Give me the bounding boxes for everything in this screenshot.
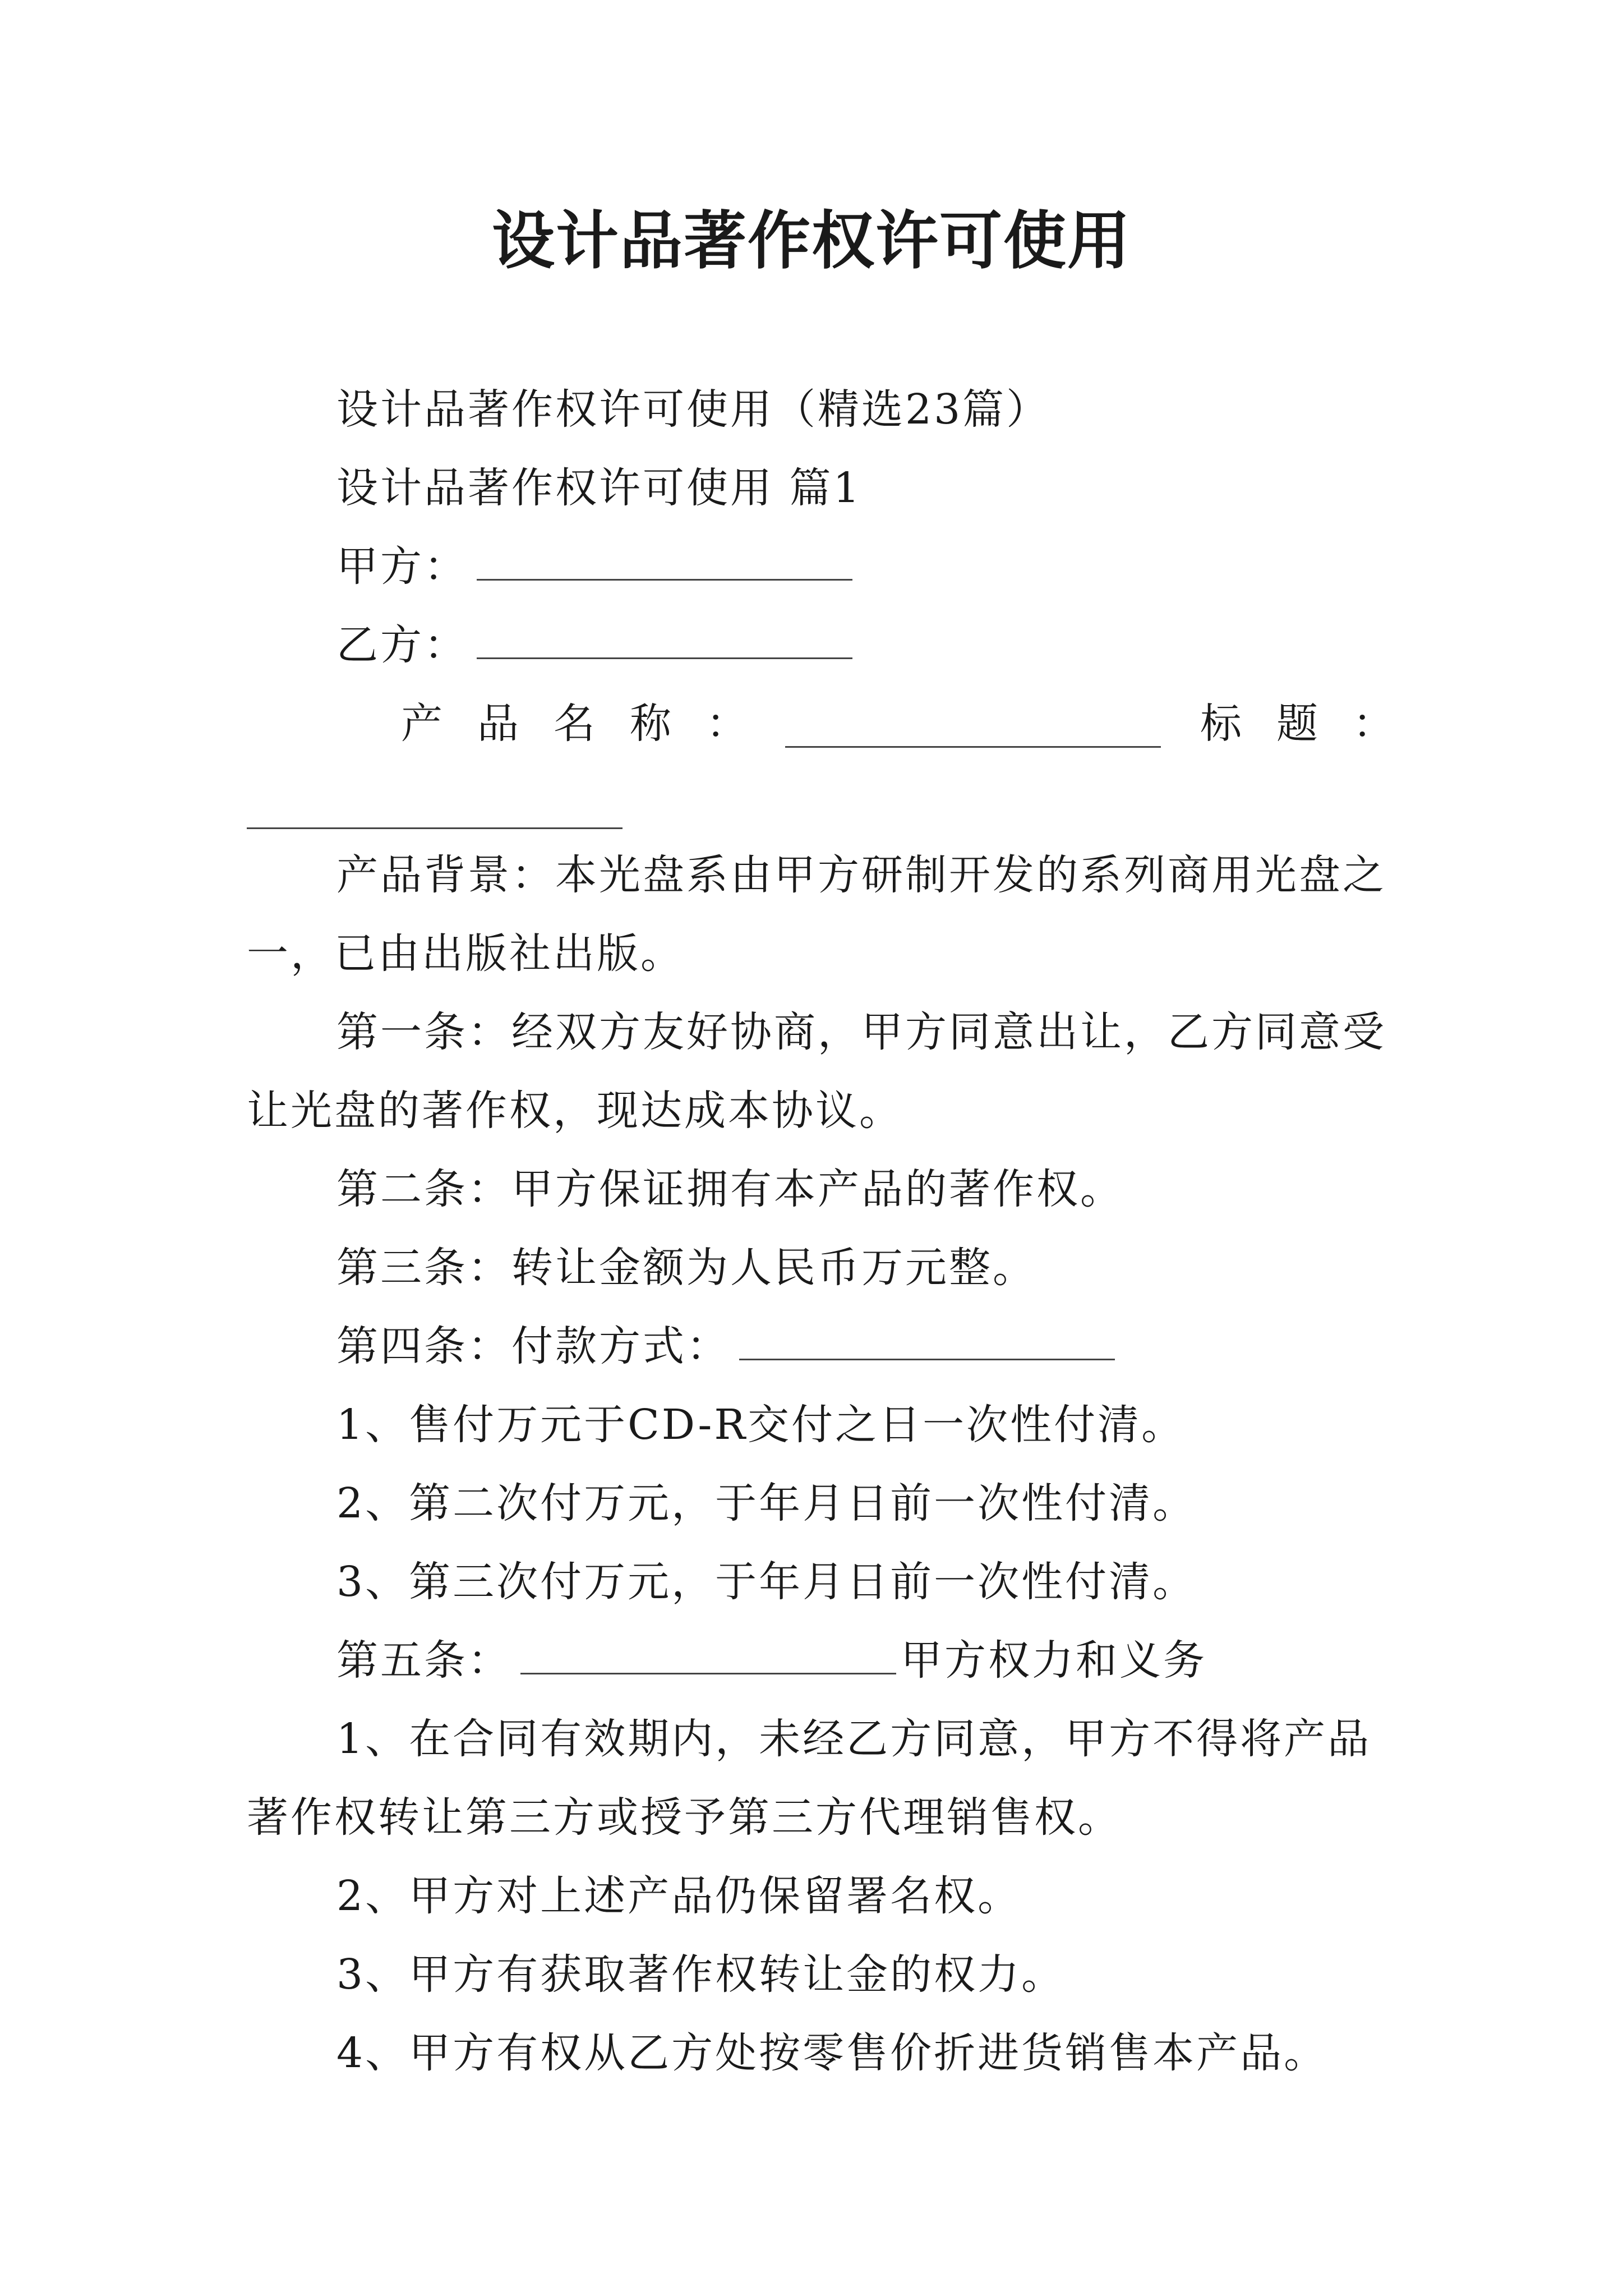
- duty-3: 3、甲方有获取著作权转让金的权力。: [336, 1950, 1066, 1999]
- article-5-suffix: 甲方权力和义务: [901, 1636, 1207, 1685]
- duty-1-line-2: 著作权转让第三方或授予第三方代理销售权。: [247, 1793, 1122, 1842]
- payment-method-blank: [739, 1325, 1115, 1360]
- product-title-blank: [247, 794, 623, 829]
- article-1-line-2: 让光盘的著作权，现达成本协议。: [247, 1087, 903, 1135]
- article-5-row: [336, 1632, 1207, 1688]
- article-5-label: 第五条：: [336, 1636, 511, 1685]
- duty-2: 2、甲方对上述产品仍保留署名权。: [336, 1872, 1022, 1920]
- party-a-blank: [477, 545, 852, 581]
- document-title: 设计品著作权许可使用: [492, 205, 1131, 278]
- product-title-label: 标题：: [1200, 700, 1429, 748]
- payment-item-3: 3、第三次付万元，于年月日前一次性付清。: [336, 1558, 1197, 1606]
- party-b-blank: [477, 624, 852, 659]
- party-a-row: [336, 539, 852, 595]
- product-name-label: 产品名称：: [401, 700, 782, 748]
- party-b-row: [336, 617, 852, 673]
- article-4-row: [336, 1318, 1115, 1374]
- article-2: 第二条：甲方保证拥有本产品的著作权。: [336, 1165, 1124, 1213]
- article-4-label: 第四条：付款方式：: [336, 1322, 730, 1370]
- payment-item-2: 2、第二次付万元，于年月日前一次性付清。: [336, 1479, 1197, 1527]
- background-line-2: 一，已由出版社出版。: [247, 930, 684, 978]
- article-3: 第三条：转让金额为人民币万元整。: [336, 1244, 1036, 1292]
- article-1-line-1: 第一条：经双方友好协商，甲方同意出让，乙方同意受: [336, 1008, 1386, 1056]
- payment-item-1: 1、售付万元于CD-R交付之日一次性付清。: [336, 1401, 1186, 1449]
- product-name-blank: [785, 712, 1161, 748]
- background-line-1: 产品背景：本光盘系由甲方研制开发的系列商用光盘之: [336, 851, 1386, 899]
- section-heading: 设计品著作权许可使用 篇1: [336, 464, 862, 512]
- duty-4: 4、甲方有权从乙方处按零售价折进货销售本产品。: [336, 2029, 1328, 2077]
- duty-1-line-1: 1、在合同有效期内，未经乙方同意，甲方不得将产品: [336, 1715, 1372, 1763]
- party-a-label: 甲方：: [336, 542, 468, 591]
- article-5-blank: [520, 1639, 896, 1674]
- party-b-label: 乙方：: [336, 621, 468, 669]
- subtitle: 设计品著作权许可使用（精选23篇）: [336, 385, 1050, 434]
